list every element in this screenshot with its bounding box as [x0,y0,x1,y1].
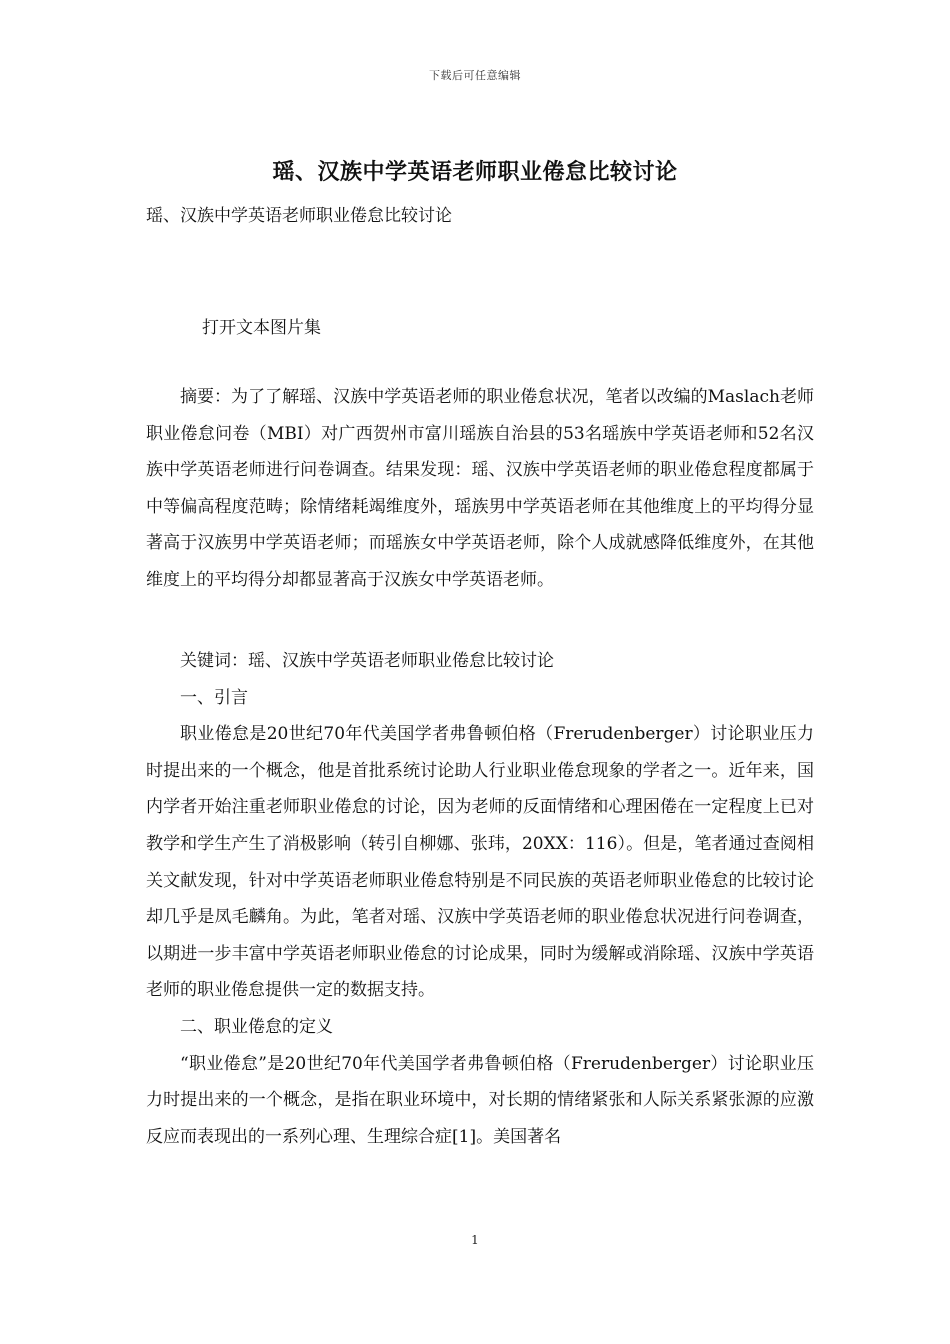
page-number: 1 [471,1233,479,1247]
abstract-paragraph: 摘要：为了了解瑶、汉族中学英语老师的职业倦怠状况，笔者以改编的Maslach老师职业倦怠问卷（MBI）对广西贺州市富川瑶族自治县的53名瑶族中学英语老师和52名汉族中学英语老师进行问卷调查。结果发现：瑶、汉族中学英语老师的职业倦怠程度都属于中等偏高程度范畴；除情绪耗竭维度外，瑶族男中学英语老师在其他维度上的平均得分显著高于汉族男中学英语老师；而瑶族女中学英语老师，除个人成就感降低维度外，在其他维度上的平均得分却都显著高于汉族女中学英语老师。 [146,387,814,590]
section-heading-definition: 二、职业倦怠的定义 [180,1016,333,1037]
abstract-section [146,379,814,599]
keywords-line: 关键词：瑶、汉族中学英语老师职业倦怠比较讨论 [180,651,554,671]
section-heading-introduction: 一、引言 [180,687,248,708]
image-gallery-link[interactable]: 打开文本图片集 [202,318,321,338]
header-note: 下载后可任意编辑 [429,69,521,82]
introduction-paragraph: 职业倦怠是20世纪70年代美国学者弗鲁顿伯格（Frerudenberger）讨论职业压力时提出来的一个概念，他是首批系统讨论助人行业职业倦怠现象的学者之一。近年来，国内学者开始注重老师职业倦怠的讨论，因为老师的反面情绪和心理困倦在一定程度上已对教学和学生产生了消极影响（转引自柳娜、张玮，20XX：116）。但是，笔者通过查阅相关文献发现，针对中学英语老师职业倦怠特别是不同民族的英语老师职业倦怠的比较讨论却几乎是凤毛麟角。为此，笔者对瑶、汉族中学英语老师的职业倦怠状况进行问卷调查，以期进一步丰富中学英语老师职业倦怠的讨论成果，同时为缓解或消除瑶、汉族中学英语老师的职业倦怠提供一定的数据支持。 [146,724,814,1001]
definition-paragraph: “职业倦怠”是20世纪70年代美国学者弗鲁顿伯格（Frerudenberger）讨论职业压力时提出来的一个概念，是指在职业环境中，对长期的情绪紧张和人际关系紧张源的应激反应而表现出的一系列心理、生理综合症[1]。美国著名 [146,1053,814,1147]
document-title: 瑶、汉族中学英语老师职业倦怠比较讨论 [272,159,678,185]
document-subtitle: 瑶、汉族中学英语老师职业倦怠比较讨论 [146,206,452,226]
main-body [146,643,814,1155]
